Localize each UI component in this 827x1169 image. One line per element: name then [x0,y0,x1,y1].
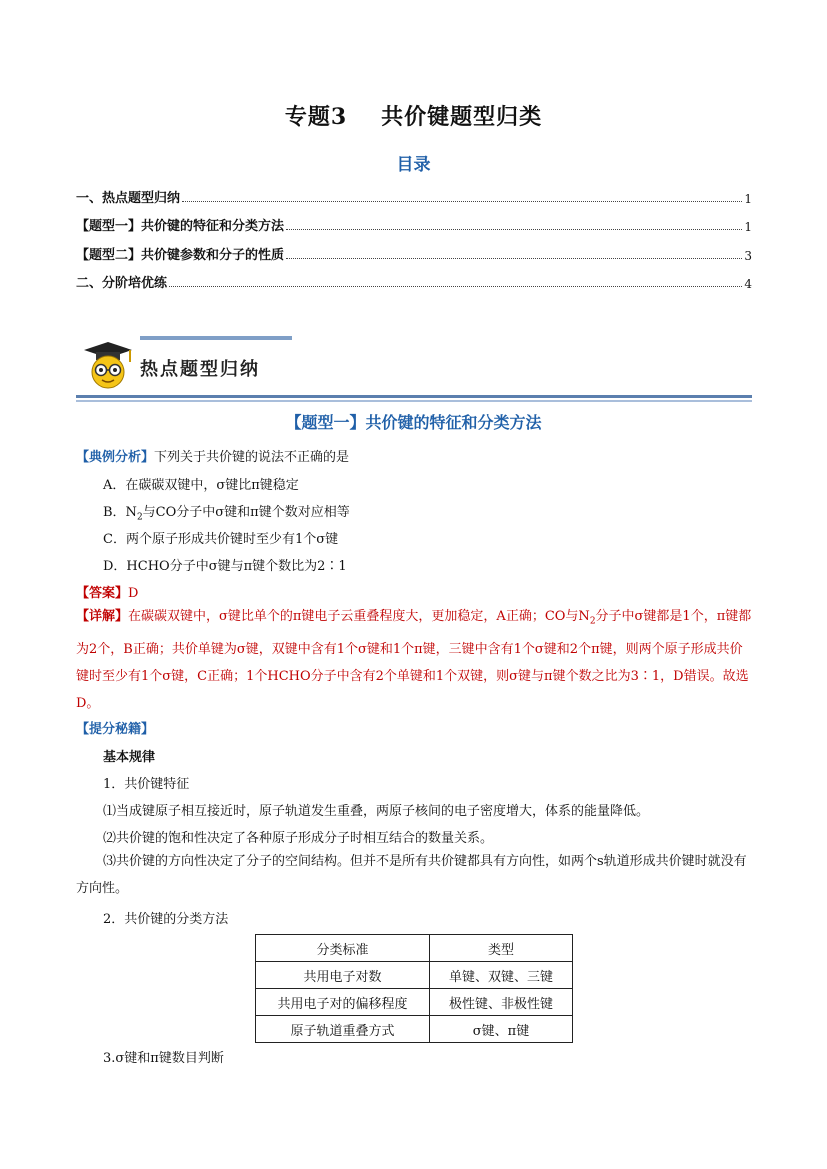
toc-heading: 目录 [396,155,431,175]
toc-item-label: 【题型一】共价键的特征和分类方法 [76,219,285,234]
answer-value: D [128,586,139,601]
toc-dot-leader [286,258,742,259]
table-cell: σ键、π键 [430,1016,573,1043]
detail-text-1: 在碳碳双键中，σ键比单个的π键电子云重叠程度大，更加稳定，A正确；CO与N [128,609,590,624]
toc-dot-leader [169,286,742,287]
question-text: 下列关于共价键的说法不正确的是 [154,450,350,465]
toc-item-page: 1 [744,220,752,234]
classification-table [255,934,573,1043]
rule-heading: 基本规律 [103,750,156,765]
point-1-item-2: ⑵共价键的饱和性决定了各种原子形成分子时相互结合的数量关系。 [103,831,494,846]
point-1-item-1: ⑴当成键原子相互接近时，原子轨道发生重叠，两原子核间的电子密度增大，体系的能量降低。 [103,804,650,819]
toc-item[interactable] [76,214,752,234]
table-row [256,1016,573,1043]
table-header-cell: 类型 [430,935,573,962]
toc-item-page: 4 [744,277,752,291]
option-a: A．在碳碳双键中，σ键比π键稳定 [103,478,299,493]
table-cell: 原子轨道重叠方式 [256,1016,430,1043]
table-header-cell: 分类标准 [256,935,430,962]
toc-dot-leader [286,229,742,230]
table-header-row [256,935,573,962]
title-topic-number: 专题3 [284,104,348,130]
graduate-mascot-icon [80,340,136,390]
section-title: 【题型一】共价键的特征和分类方法 [285,413,542,432]
option-c: C．两个原子形成共价键时至少有1个σ键 [103,532,339,547]
toc-item[interactable] [76,186,752,206]
toc-dot-leader [182,201,742,202]
toc-item-label: 【题型二】共价键参数和分子的性质 [76,248,285,263]
toc-item[interactable] [76,271,752,291]
option-b-sub: 2 [136,512,143,523]
answer-tag: 【答案】 [76,586,129,601]
table-cell: 共用电子对的偏移程度 [256,989,430,1016]
page-title [0,100,827,131]
tip-tag: 【提分秘籍】 [76,722,155,737]
table-cell: 单键、双键、三键 [430,962,573,989]
option-d: D．HCHO分子中σ键与π键个数比为2∶1 [103,559,347,574]
toc-item-page: 3 [744,249,752,263]
toc-item-label: 一、热点题型归纳 [76,191,181,206]
table-row [256,962,573,989]
banner-top-bar [140,336,292,340]
option-b-pre: B．N [103,505,137,520]
answer-line [76,582,138,601]
example-tag: 【典例分析】 [76,450,155,465]
banner-rule-light [76,400,752,402]
detail-text-2: 分子中σ键都是1个，π键都为2个，B正确；共价单键为σ键，双键中含有1个σ键和1个π键，三键中含有1个σ键和2个π键，则两个原子形成共价键时至少有1个σ键，C正确；1个HCHO分子中含有2个单键和1个双键，则σ键与π键个数之比为3∶1，D错误。故选D。 [76,609,752,711]
detail-sub: 2 [589,616,596,627]
toc-item-page: 1 [744,192,752,206]
table-cell: 极性键、非极性键 [430,989,573,1016]
point-3-heading: 3.σ键和π键数目判断 [103,1051,224,1066]
toc-item[interactable] [76,243,752,263]
detail-tag: 【详解】 [76,609,129,624]
banner-rule [76,395,752,398]
table-row [256,989,573,1016]
toc-item-label: 二、分阶培优练 [76,276,168,291]
point-2-heading: 2．共价键的分类方法 [103,912,229,927]
table-cell: 共用电子对数 [256,962,430,989]
detail-paragraph [76,603,752,717]
option-b [103,501,350,523]
title-topic-name: 共价键题型归类 [381,104,543,130]
point-1-item-3: ⑶共价键的方向性决定了分子的空间结构。但并不是所有共价键都具有方向性，如两个s轨道形成共价键时就没有方向性。 [76,854,747,896]
point-1-heading: 1．共价键特征 [103,777,190,792]
example-question [76,446,349,465]
option-b-post: 与CO分子中σ键和π键个数对应相等 [142,505,350,520]
banner-label: 热点题型归纳 [140,359,260,380]
